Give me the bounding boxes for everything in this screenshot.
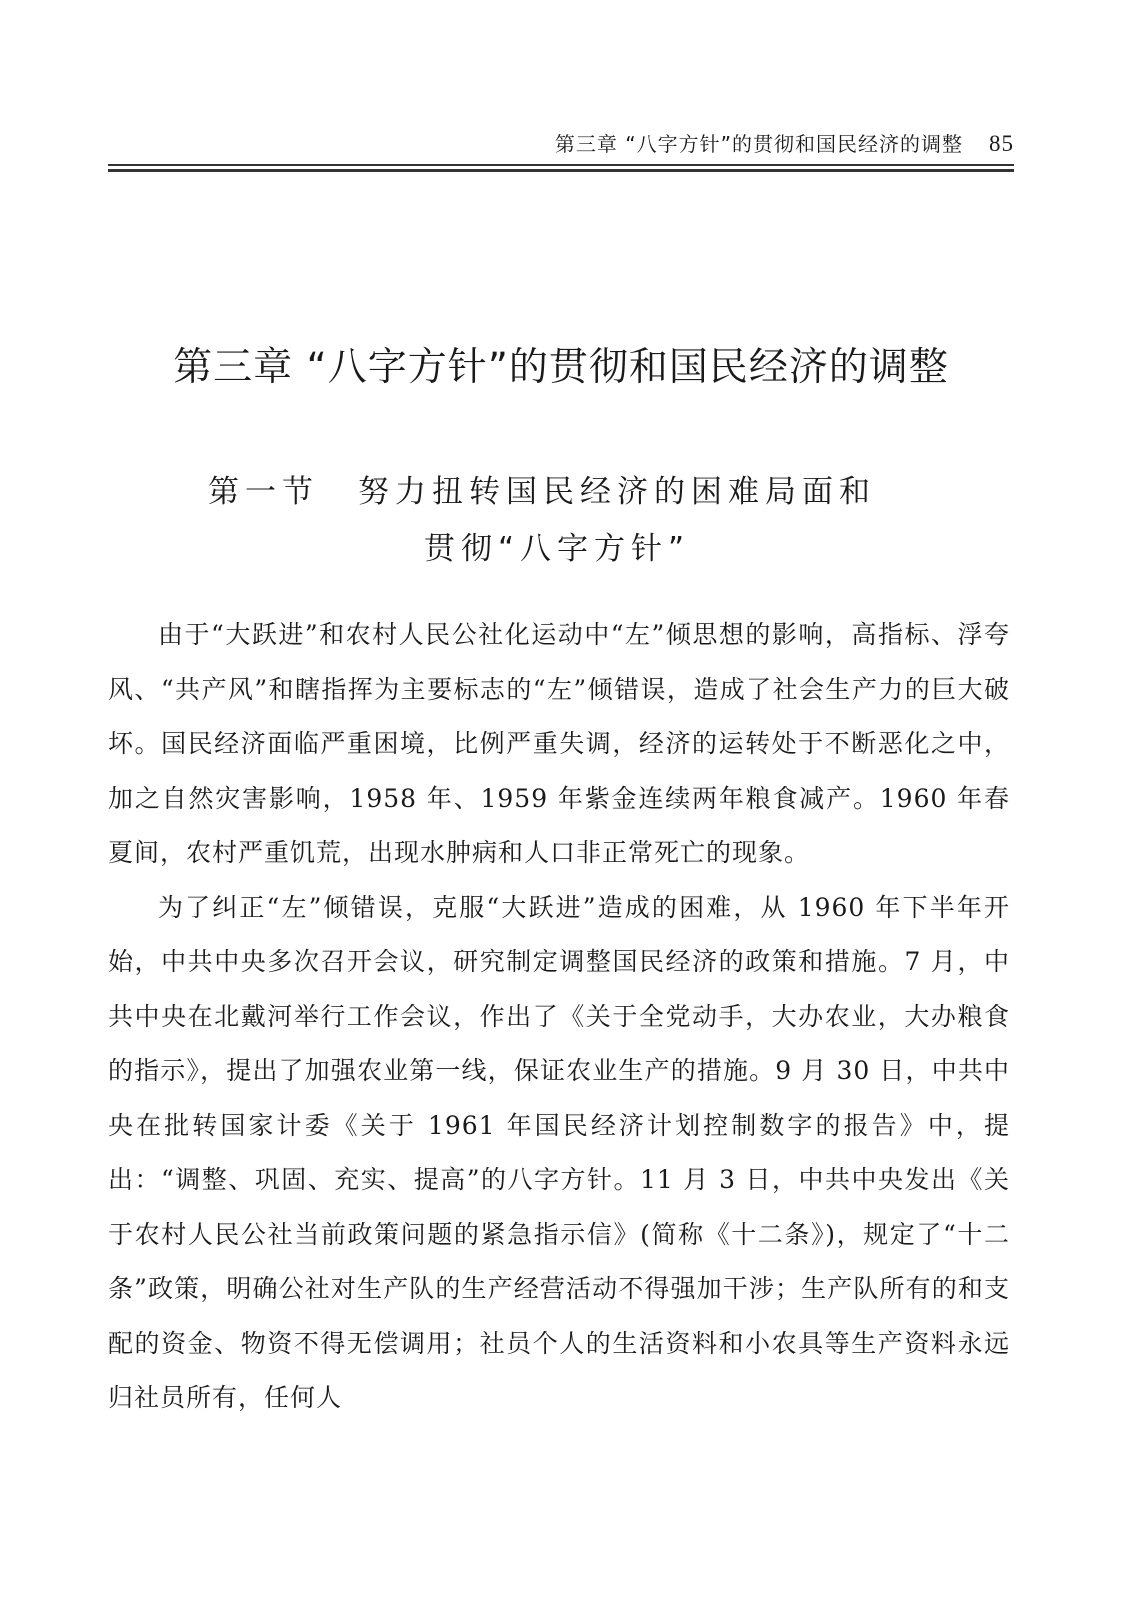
running-header	[108, 128, 1014, 168]
body-text	[108, 608, 1010, 1426]
running-header-title: 第三章 “八字方针”的贯彻和国民经济的调整	[554, 132, 963, 156]
header-divider	[108, 164, 1014, 172]
paragraph-1: 由于“大跃进”和农村人民公社化运动中“左”倾思想的影响，高指标、浮夸风、“共产风”和瞎指挥为主要标志的“左”倾错误，造成了社会生产力的巨大破坏。国民经济面临严重困境，比例严重失调，经济的运转处于不断恶化之中，加之自然灾害影响，1958 年、1959 年紫金连续两年粮食减产。1960 年春夏间，农村严重饥荒，出现水肿病和人口非正常死亡的现象。	[108, 620, 1010, 867]
paragraph-2: 为了纠正“左”倾错误，克服“大跃进”造成的困难，从 1960 年下半年开始，中共中央多次召开会议，研究制定调整国民经济的政策和措施。7 月，中共中央在北戴河举行工作会议，作出了《关于全党动手，大办农业，大办粮食的指示》，提出了加强农业第一线，保证农业生产的措施。9 月 30 日，中共中央在批转国家计委《关于 1961 年国民经济计划控制数字的报告》中，提出：“调整、巩固、充实、提高”的八字方针。11 月 3 日，中共中央发出《关于农村人民公社当前政策问题的紧急指示信》(简称《十二条》)，规定了“十二条”政策，明确公社对生产队的生产经营活动不得强加干涉；生产队所有的和支配的资金、物资不得无偿调用；社员个人的生活资料和小农具等生产资料永远归社员所有，任何人	[108, 892, 1010, 1412]
section-label: 第一节	[208, 474, 319, 510]
header-divider-thick	[108, 169, 1014, 172]
section-title-line1: 努力扭转国民经济的困难局面和	[358, 474, 876, 510]
section-heading-line1	[108, 466, 1014, 511]
header-divider-thin	[108, 164, 1014, 166]
page-number: 85	[989, 131, 1014, 156]
section-title-line2: 贯彻“八字方针”	[424, 531, 691, 567]
section-heading	[108, 466, 1014, 568]
chapter-title: 第三章 “八字方针”的贯彻和国民经济的调整	[173, 345, 949, 390]
